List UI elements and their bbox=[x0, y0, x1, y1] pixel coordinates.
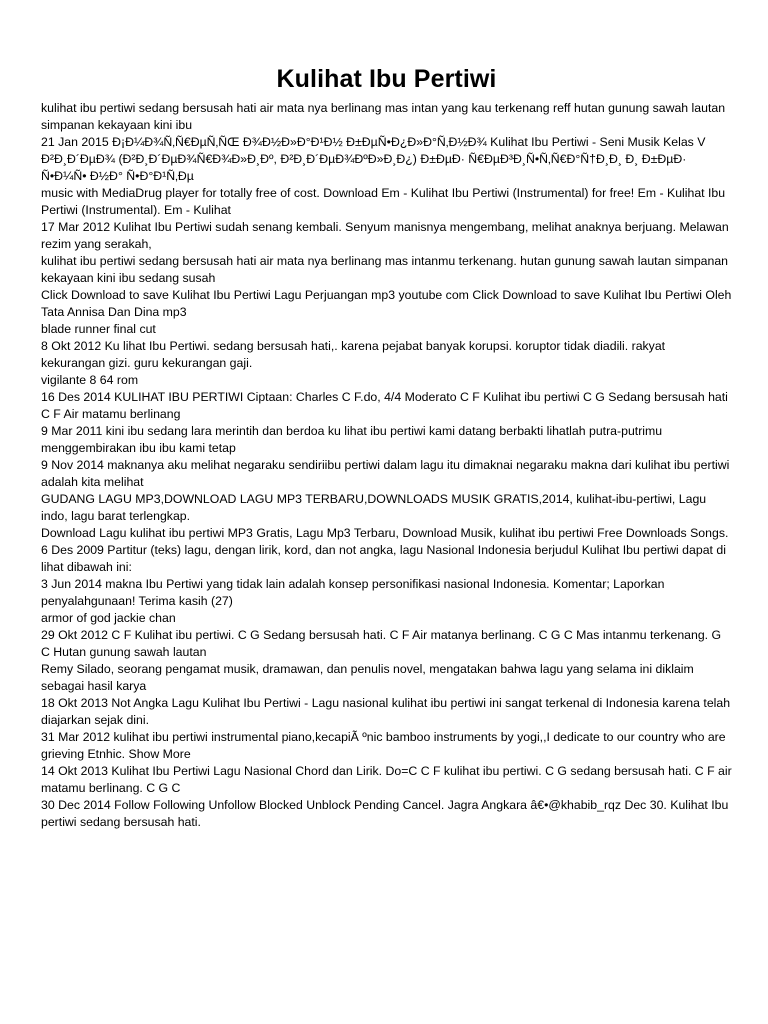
paragraph: armor of god jackie chan bbox=[41, 611, 176, 625]
paragraph: kulihat ibu pertiwi sedang bersusah hati air mata nya berlinang mas intan yang kau terkenang reff hutan gunung sawah lautan simpanan kekayaan kini ibu bbox=[41, 101, 726, 132]
paragraph: Click Download to save Kulihat Ibu Pertiwi Lagu Perjuangan mp3 youtube com Click Download to save Kulihat Ibu Pertiwi Oleh Tata Annisa Dan Dina mp3 bbox=[41, 288, 732, 319]
paragraph: blade runner final cut bbox=[41, 322, 156, 336]
paragraph: 21 Jan 2015 Đ¡Đ¼Đ¾Ñ‚Ñ€ĐµÑ‚ÑŒ Đ¾Đ½Đ»Đ°Đ¹Đ½ Đ±ĐµÑ•Đ¿Đ»Đ°Ñ‚Đ½Đ¾ Kulihat Ibu Pertiwi - Seni Musik Kelas V Đ²Đ¸Đ´ĐµĐ¾ (Đ²Đ¸Đ´ĐµĐ¾Ñ€Đ¾Đ»Đ¸Đº, Đ²Đ¸Đ´ĐµĐ¾ĐºĐ»Đ¸Đ¿) Đ±ĐµĐ· Ñ€ĐµĐ³Đ¸Ñ•Ñ‚Ñ€Đ°Ñ†Đ¸Đ¸ Đ¸ Đ±ĐµĐ· Ñ•Đ¼Ñ• Đ½Đ° Ñ•Đ°Đ¹Ñ‚Đµ bbox=[41, 135, 706, 183]
paragraph: music with MediaDrug player for totally free of cost. Download Em - Kulihat Ibu Pertiwi (Instrumental) for free! Em - Kulihat Ibu Pertiwi (Instrumental). Em - Kulihat bbox=[41, 186, 726, 217]
paragraph: GUDANG LAGU MP3,DOWNLOAD LAGU MP3 TERBARU,DOWNLOADS MUSIK GRATIS,2014, kulihat-ibu-pertiwi, Lagu indo, lagu barat terlengkap. bbox=[41, 492, 707, 523]
paragraph: vigilante 8 64 rom bbox=[41, 373, 139, 387]
paragraph: kulihat ibu pertiwi sedang bersusah hati air mata nya berlinang mas intanmu terkenang. hutan gunung sawah lautan simpanan kekayaan kini ibu sedang susah bbox=[41, 254, 729, 285]
paragraph: 3 Jun 2014 makna Ibu Pertiwi yang tidak lain adalah konsep personifikasi nasional Indonesia. Komentar; Laporkan penyalahgunaan! Terima kasih (27) bbox=[41, 577, 665, 608]
paragraph: 6 Des 2009 Partitur (teks) lagu, dengan lirik, kord, dan not angka, lagu Nasional Indonesia berjudul Kulihat Ibu pertiwi dapat di lihat dibawah ini: bbox=[41, 543, 726, 574]
paragraph: 17 Mar 2012 Kulihat Ibu Pertiwi sudah senang kembali. Senyum manisnya mengembang, melihat anaknya berjuang. Melawan rezim yang serakah, bbox=[41, 220, 729, 251]
paragraph: Download Lagu kulihat ibu pertiwi MP3 Gratis, Lagu Mp3 Terbaru, Download Musik, kulihat ibu pertiwi Free Downloads Songs. bbox=[41, 526, 729, 540]
paragraph: 14 Okt 2013 Kulihat Ibu Pertiwi Lagu Nasional Chord dan Lirik. Do=C C F kulihat ibu pertiwi. C G sedang bersusah hati. C F air matamu berlinang. C G C bbox=[41, 764, 732, 795]
paragraph: 18 Okt 2013 Not Angka Lagu Kulihat Ibu Pertiwi - Lagu nasional kulihat ibu pertiwi ini sangat terkenal di Indonesia karena telah diajarkan sejak dini. bbox=[41, 696, 731, 727]
paragraph: 8 Okt 2012 Ku lihat Ibu Pertiwi. sedang bersusah hati,. karena pejabat banyak korupsi. koruptor tidak diadili. rakyat kekurangan gizi. guru kekurangan gaji. bbox=[41, 339, 666, 370]
paragraph: 9 Mar 2011 kini ibu sedang lara merintih dan berdoa ku lihat ibu pertiwi kami datang berbakti lihatlah putra-putrimu menggembirakan ibu ibu kami tetap bbox=[41, 424, 663, 455]
paragraph: 29 Okt 2012 C F Kulihat ibu pertiwi. C G Sedang bersusah hati. C F Air matanya berlinang. C G C Mas intanmu terkenang. G C Hutan gunung sawah lautan bbox=[41, 628, 722, 659]
paragraph: Remy Silado, seorang pengamat musik, dramawan, dan penulis novel, mengatakan bahwa lagu yang selama ini diklaim sebagai hasil karya bbox=[41, 662, 694, 693]
paragraph: 16 Des 2014 KULIHAT IBU PERTIWI Ciptaan: Charles C F.do, 4/4 Moderato C F Kulihat ibu pertiwi C G Sedang bersusah hati C F Air matamu berlinang bbox=[41, 390, 728, 421]
page-title: Kulihat Ibu Pertiwi bbox=[276, 65, 497, 93]
paragraph: 30 Dec 2014 Follow Following Unfollow Blocked Unblock Pending Cancel. Jagra Angkara â€•@khabib_rqz Dec 30. Kulihat Ibu pertiwi sedang bersusah hati. bbox=[41, 798, 729, 829]
paragraph: 9 Nov 2014 maknanya aku melihat negaraku sendiriibu pertiwi dalam lagu itu dimaknai negaraku makna dari kulihat ibu pertiwi adalah kita melihat bbox=[41, 458, 730, 489]
paragraph: 31 Mar 2012 kulihat ibu pertiwi instrumental piano,kecapiÃ ºnic bamboo instruments by yogi,,I dedicate to our country who are grieving Etnhic. Show More bbox=[41, 730, 726, 761]
paragraph-list bbox=[41, 100, 732, 831]
